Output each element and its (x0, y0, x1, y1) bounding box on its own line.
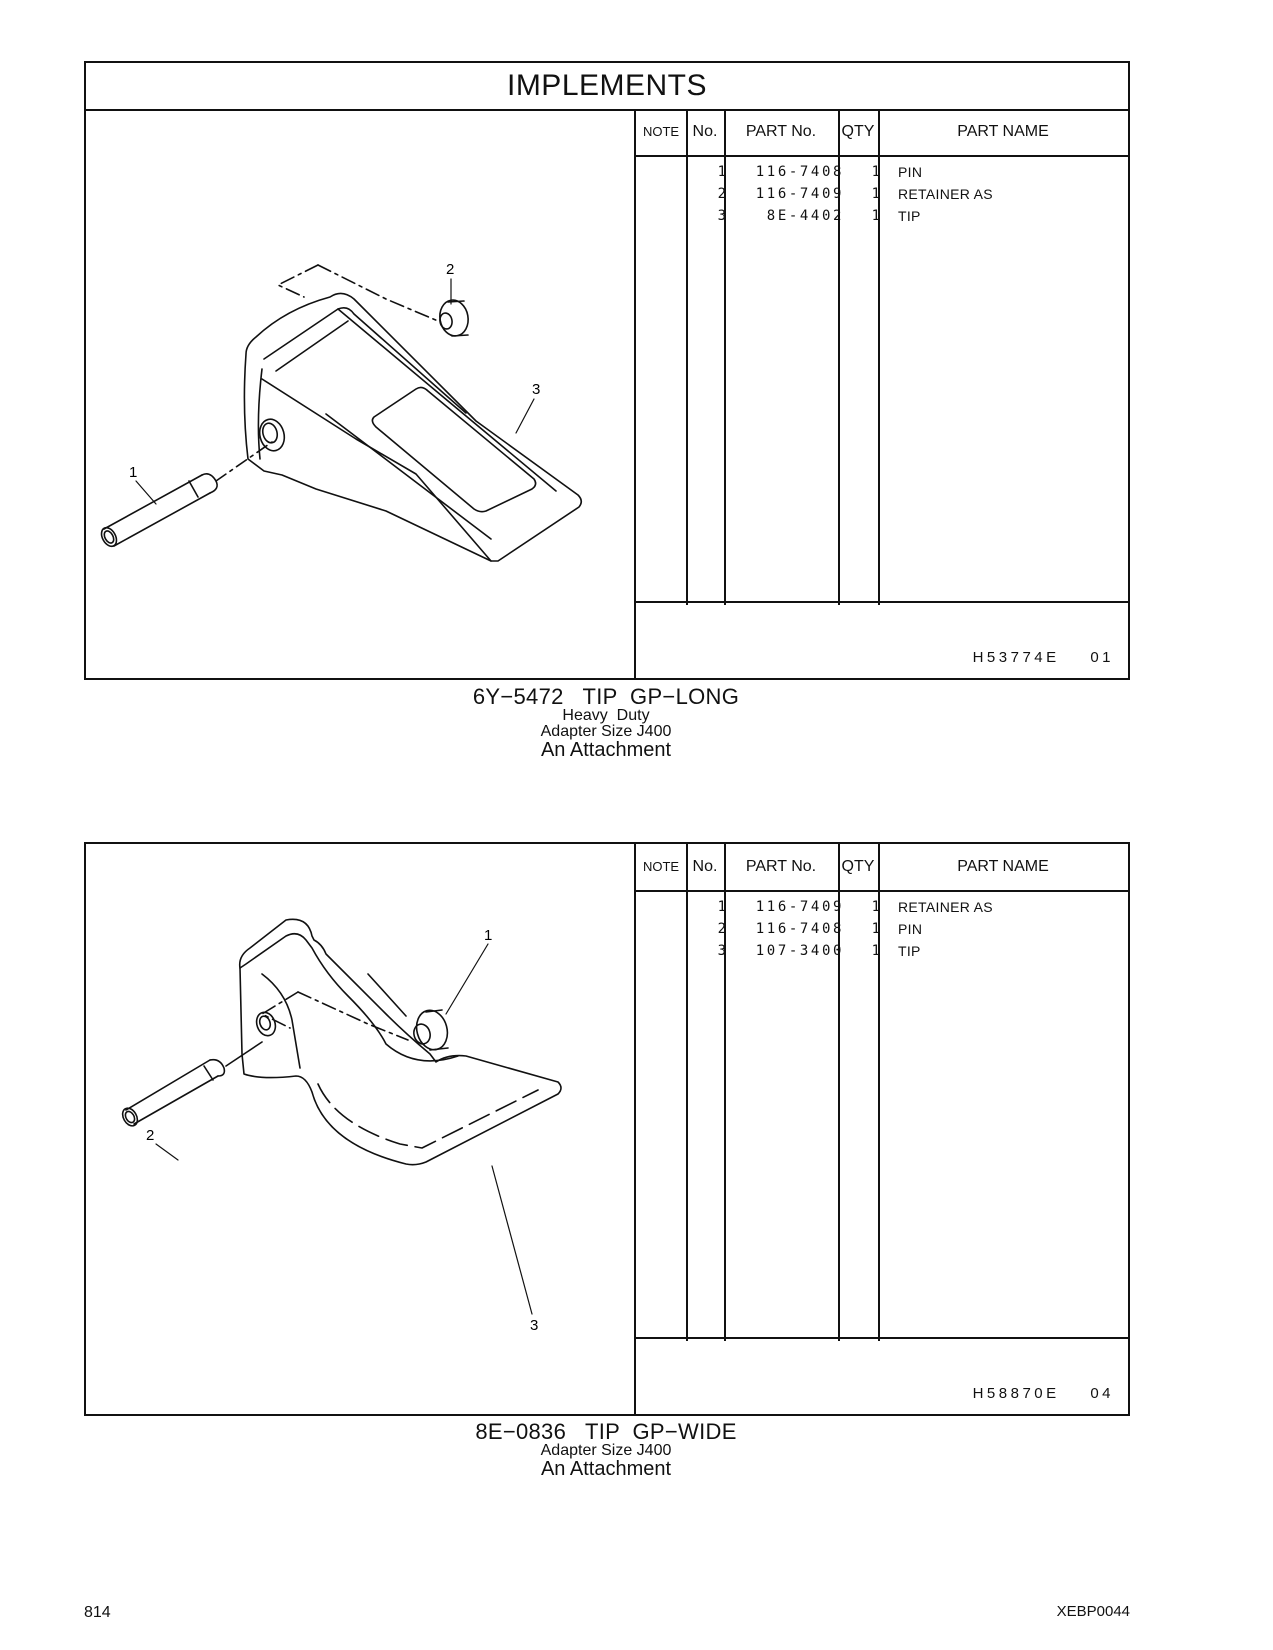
caption-attachment: An Attachment (540, 1458, 672, 1480)
document-code: XEBP0044 (1056, 1603, 1130, 1620)
caption-attachment: An Attachment (540, 739, 672, 761)
header-part-no: PART No. (745, 123, 817, 140)
header-qty: QTY (841, 858, 875, 875)
illustration-tip-long (86, 109, 636, 678)
cell-no: 1 (717, 899, 726, 915)
illustration-ref: H58870E 04 (972, 1385, 1114, 1402)
cell-part-no: 116-7408 (755, 921, 844, 937)
page-number: 814 (84, 1604, 111, 1621)
tip-long-drawing (86, 109, 634, 679)
cell-part-name: RETAINER AS (898, 899, 993, 915)
section-title: IMPLEMENTS (86, 63, 1128, 111)
illustration-ref-band (636, 601, 1128, 678)
cell-no: 3 (717, 208, 726, 224)
header-no: No. (692, 858, 718, 875)
caption-duty: Heavy Duty (562, 707, 650, 724)
cell-part-name: PIN (898, 164, 923, 180)
cell-part-no: 116-7409 (755, 899, 844, 915)
implements-frame-2 (84, 842, 1130, 1416)
header-qty: QTY (841, 123, 875, 140)
cell-part-name: RETAINER AS (898, 186, 993, 202)
header-no: No. (692, 123, 718, 140)
cell-no: 3 (717, 943, 726, 959)
cell-no: 2 (717, 921, 726, 937)
table-header (636, 109, 1128, 157)
illustration-ref-band (636, 1337, 1128, 1414)
parts-panel-2 (86, 844, 1128, 1414)
header-part-name: PART NAME (957, 123, 1049, 140)
cell-qty: 1 (871, 208, 880, 224)
tip-wide-drawing (86, 844, 634, 1414)
callout-1: 1 (129, 464, 138, 481)
callout-1: 1 (484, 927, 493, 944)
table-row (636, 161, 1128, 183)
callout-3: 3 (530, 1317, 539, 1334)
cell-part-no: 116-7409 (755, 186, 844, 202)
parts-panel-1 (86, 109, 1128, 678)
cell-qty: 1 (871, 943, 880, 959)
header-part-name: PART NAME (957, 858, 1049, 875)
cell-part-no: 107-3400 (755, 943, 844, 959)
table-row (636, 896, 1128, 918)
caption-title: 6Y−5472 TIP GP−LONG (472, 684, 740, 709)
table-row (636, 918, 1128, 940)
caption-adapter: Adapter Size J400 (540, 1442, 672, 1459)
cell-part-no: 8E-4402 (766, 208, 844, 224)
cell-no: 1 (717, 164, 726, 180)
header-part-no: PART No. (745, 858, 817, 875)
table-row (636, 183, 1128, 205)
header-note: NOTE (642, 859, 680, 874)
parts-table-1 (636, 109, 1128, 678)
implements-frame-1 (84, 61, 1130, 680)
table-row (636, 205, 1128, 227)
cell-part-no: 116-7408 (755, 164, 844, 180)
cell-qty: 1 (871, 921, 880, 937)
illustration-tip-wide (86, 844, 636, 1414)
table-row (636, 940, 1128, 962)
caption-title: 8E−0836 TIP GP−WIDE (475, 1419, 737, 1444)
cell-no: 2 (717, 186, 726, 202)
callout-2: 2 (146, 1127, 155, 1144)
illustration-ref: H53774E 01 (972, 649, 1114, 666)
cell-part-name: TIP (898, 943, 921, 959)
caption-2 (356, 1421, 856, 1479)
cell-qty: 1 (871, 899, 880, 915)
callout-3: 3 (532, 381, 541, 398)
cell-qty: 1 (871, 186, 880, 202)
parts-table-2 (636, 844, 1128, 1414)
callout-2: 2 (446, 261, 455, 278)
caption-1 (356, 686, 856, 760)
caption-adapter: Adapter Size J400 (540, 723, 672, 740)
cell-qty: 1 (871, 164, 880, 180)
cell-part-name: TIP (898, 208, 921, 224)
cell-part-name: PIN (898, 921, 923, 937)
header-note: NOTE (642, 124, 680, 139)
table-header (636, 844, 1128, 892)
